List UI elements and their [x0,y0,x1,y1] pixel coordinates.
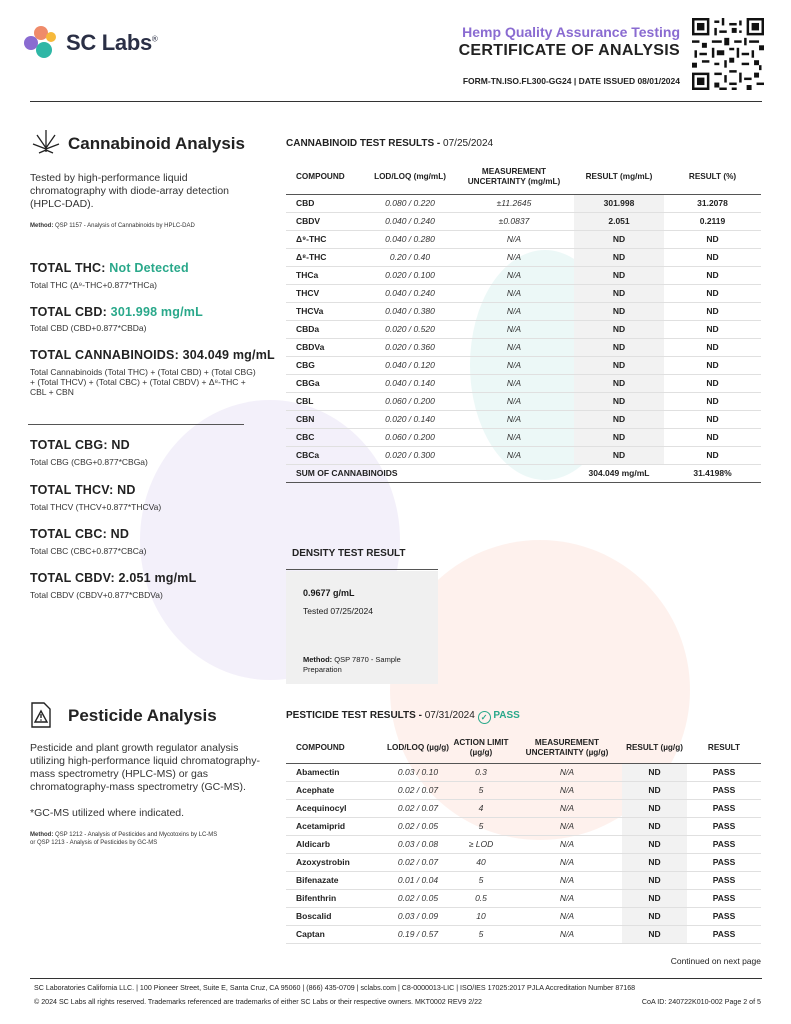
density-tested-date: Tested 07/25/2024 [303,606,373,616]
column-header: MEASUREMENT UNCERTAINTY (mg/mL) [467,166,561,186]
table-cell: Abamectin [286,763,386,781]
table-cell: PASS [687,871,761,889]
table-cell: 0.02 / 0.07 [386,853,450,871]
table-cell: ND [574,428,664,446]
table-cell: 301.998 [574,194,664,212]
table-cell: ±11.2645 [454,194,574,212]
table-row [286,428,761,446]
table-cell: 0.02 / 0.07 [386,781,450,799]
table-cell: PASS [687,763,761,781]
pesticide-description: Pesticide and plant growth regulator analysis utilizing high-performance liquid chromatography-mass spectrometry (HPLC-MS) or gas chromatography-mass spectrometry (GC-MS). [30,742,260,793]
table-cell: ND [574,320,664,338]
table-cell: CBDa [286,320,366,338]
table-cell: N/A [512,799,622,817]
density-method: Method: QSP 7870 - Sample Preparation [303,655,401,674]
cannabinoid-analysis-heading: Cannabinoid Analysis [68,134,245,153]
table-cell: PASS [687,907,761,925]
table-cell: Δ⁹-THC [286,230,366,248]
table-cell: Acequinocyl [286,799,386,817]
column-header: RESULT [707,743,741,753]
table-cell: N/A [454,302,574,320]
table-cell: PASS [687,799,761,817]
total-cbdv-formula: Total CBDV (CBDV+0.877*CBDVa) [30,590,163,600]
column-header: RESULT (%) [688,171,737,181]
table-cell: N/A [454,338,574,356]
table-cell: PASS [687,835,761,853]
table-cell: N/A [454,428,574,446]
sum-pct: 31.4198% [664,464,761,482]
table-cell: THCV [286,284,366,302]
table-cell: 0.040 / 0.280 [366,230,454,248]
table-cell: ND [664,284,761,302]
table-cell: CBL [286,392,366,410]
column-header: ACTION LIMIT (µg/g) [453,738,509,758]
total-cbc-formula: Total CBC (CBC+0.877*CBCa) [30,546,147,556]
table-row [286,446,761,464]
table-row [286,853,761,871]
table-row [286,338,761,356]
table-row [286,410,761,428]
qr-code-icon[interactable] [692,18,764,90]
table-row [286,907,761,925]
column-header: LOD/LOQ (mg/mL) [374,171,446,181]
footer-copyright: © 2024 SC Labs all rights reserved. Trademarks referenced are trademarks of either SC Labs or their respective owners. MKT0002 REV9 2/22 [34,998,483,1006]
total-thcv-formula: Total THCV (THCV+0.877*THCVa) [30,502,162,512]
table-cell: Captan [286,925,386,943]
table-row [286,374,761,392]
table-cell: ND [574,266,664,284]
total-cannabinoids-formula: Total Cannabinoids (Total THC) + (Total CBD) + (Total CBG) + (Total THCV) + (Total CBC) + (Total CBDV) + Δ⁸-THC + CBL + CBN [30,367,256,397]
table-cell: 0.02 / 0.05 [386,889,450,907]
table-cell: PASS [687,889,761,907]
table-row [286,817,761,835]
table-cell: ND [622,799,687,817]
page-title: CERTIFICATE OF ANALYSIS [458,42,680,59]
table-row [286,320,761,338]
table-cell: ND [664,266,761,284]
table-cell: THCa [286,266,366,284]
table-row [286,925,761,943]
table-row [286,835,761,853]
table-row [286,284,761,302]
table-row [286,248,761,266]
table-cell: Boscalid [286,907,386,925]
column-header: COMPOUND [296,743,345,753]
table-cell: 0.040 / 0.240 [366,212,454,230]
table-row [286,356,761,374]
table-cell: 5 [450,925,512,943]
total-cbdv: TOTAL CBDV: 2.051 mg/mL [30,571,197,585]
table-cell: PASS [687,781,761,799]
sum-mg: 304.049 mg/mL [574,464,664,482]
pesticide-results-table [286,734,761,944]
cannabinoid-table-title: CANNABINOID TEST RESULTS - 07/25/2024 [286,138,494,149]
table-cell: 31.2078 [664,194,761,212]
table-cell: Acetamiprid [286,817,386,835]
table-cell: ND [574,338,664,356]
table-cell: ND [622,817,687,835]
table-cell: N/A [454,230,574,248]
header-subtitle: Hemp Quality Assurance Testing [462,24,680,40]
header-divider [30,101,762,102]
cannabinoid-method: Method: QSP 1157 - Analysis of Cannabinoids by HPLC-DAD [30,223,195,229]
table-cell: CBDV [286,212,366,230]
density-title: DENSITY TEST RESULT [292,548,406,559]
table-cell: ND [664,338,761,356]
table-row [286,266,761,284]
table-cell: ND [664,302,761,320]
density-divider [286,569,438,570]
table-cell: ND [574,374,664,392]
table-cell: ND [664,356,761,374]
table-cell: ND [664,446,761,464]
density-value: 0.9677 g/mL [303,588,355,598]
table-cell: THCVa [286,302,366,320]
table-cell: N/A [512,889,622,907]
table-cell: 0.040 / 0.240 [366,284,454,302]
table-header-row [286,734,761,763]
table-cell: 0.20 / 0.40 [366,248,454,266]
logo-wordmark: SC Labs® [66,30,158,55]
table-cell: PASS [687,817,761,835]
table-cell: N/A [512,835,622,853]
table-cell: ND [622,871,687,889]
table-cell: ND [574,392,664,410]
table-cell: ND [622,907,687,925]
table-cell: 0.03 / 0.10 [386,763,450,781]
table-cell: 0.2119 [664,212,761,230]
sum-label: SUM OF CANNABINOIDS [286,464,574,482]
table-cell: 0.020 / 0.300 [366,446,454,464]
table-cell: 0.03 / 0.08 [386,835,450,853]
total-cbc: TOTAL CBC: ND [30,527,130,541]
sc-labs-logo-icon [24,26,62,60]
footer-divider [30,978,762,979]
table-cell: 0.060 / 0.200 [366,428,454,446]
table-cell: N/A [512,853,622,871]
table-cell: ND [664,374,761,392]
continued-note: Continued on next page [670,956,761,966]
pass-check-icon: ✓ [478,711,491,724]
table-cell: N/A [454,410,574,428]
table-cell: N/A [512,817,622,835]
table-cell: 0.060 / 0.200 [366,392,454,410]
table-cell: PASS [687,853,761,871]
table-cell: 40 [450,853,512,871]
table-cell: ND [574,356,664,374]
table-cell: 0.040 / 0.380 [366,302,454,320]
table-cell: 0.020 / 0.140 [366,410,454,428]
table-cell: 5 [450,871,512,889]
table-cell: 0.02 / 0.07 [386,799,450,817]
pesticide-analysis-heading: Pesticide Analysis [68,706,217,725]
table-cell: 10 [450,907,512,925]
table-cell: Acephate [286,781,386,799]
total-thc: TOTAL THC: Not Detected [30,261,189,275]
table-cell: 0.080 / 0.220 [366,194,454,212]
table-row [286,392,761,410]
total-thc-formula: Total THC (Δ⁹-THC+0.877*THCa) [30,280,158,290]
column-header: LOD/LOQ (µg/g) [386,743,450,753]
table-cell: 0.19 / 0.57 [386,925,450,943]
table-cell: N/A [454,374,574,392]
column-header: RESULT (mg/mL) [585,171,653,181]
cannabinoid-results-table [286,160,761,483]
column-header: MEASUREMENT UNCERTAINTY (µg/g) [525,738,609,758]
table-header-row [286,160,761,194]
table-row [286,194,761,212]
table-row [286,212,761,230]
table-cell: ND [574,230,664,248]
table-cell: ND [622,835,687,853]
table-cell: ND [664,410,761,428]
pesticide-status: PASS [493,710,520,721]
total-cbg: TOTAL CBG: ND [30,438,130,452]
table-cell: 0.020 / 0.100 [366,266,454,284]
total-cbd: TOTAL CBD: 301.998 mg/mL [30,305,203,319]
table-cell: ND [574,284,664,302]
table-cell: ND [574,302,664,320]
sum-of-cannabinoids-row [286,464,761,482]
total-cbd-formula: Total CBD (CBD+0.877*CBDa) [30,323,147,333]
table-cell: 0.02 / 0.05 [386,817,450,835]
table-cell: N/A [454,320,574,338]
table-cell: ND [574,446,664,464]
table-cell: CBD [286,194,366,212]
table-cell: 0.040 / 0.140 [366,374,454,392]
table-cell: N/A [512,763,622,781]
table-cell: ND [622,925,687,943]
pesticide-table-title: PESTICIDE TEST RESULTS - 07/31/2024 ✓ PASS [286,710,520,722]
table-cell: ND [622,781,687,799]
totals-divider [28,424,244,425]
table-cell: Δ⁸-THC [286,248,366,266]
table-cell: N/A [454,248,574,266]
table-cell: ND [622,763,687,781]
table-cell: 2.051 [574,212,664,230]
footer-address: SC Laboratories California LLC. | 100 Pioneer Street, Suite E, Santa Cruz, CA 95060 | (866) 435-0709 | sclabs.com | C8-0000013-LIC | ISO/IES 17025:2017 PJLA Accreditation Number 87168 [34,984,636,992]
table-cell: N/A [454,266,574,284]
table-cell: 0.5 [450,889,512,907]
table-cell: ND [622,853,687,871]
table-cell: 0.3 [450,763,512,781]
pesticide-method: Method: QSP 1212 - Analysis of Pesticides and Mycotoxins by LC-MS or QSP 1213 - Analysis of Pesticides by GC-MS [30,832,218,846]
table-row [286,763,761,781]
table-cell: N/A [512,871,622,889]
table-cell: 0.01 / 0.04 [386,871,450,889]
table-cell: ND [574,248,664,266]
table-cell: 0.020 / 0.360 [366,338,454,356]
table-row [286,799,761,817]
table-cell: ND [664,428,761,446]
table-cell: 5 [450,817,512,835]
table-cell: CBDVa [286,338,366,356]
form-and-date-line: FORM-TN.ISO.FL300-GG24 | DATE ISSUED 08/01/2024 [462,76,680,86]
table-row [286,781,761,799]
table-cell: CBCa [286,446,366,464]
table-cell: Bifenthrin [286,889,386,907]
pesticide-spray-icon [28,700,56,730]
table-cell: PASS [687,925,761,943]
table-cell: ND [664,230,761,248]
table-cell: 0.03 / 0.09 [386,907,450,925]
table-cell: ≥ LOD [450,835,512,853]
table-cell: ND [574,410,664,428]
table-cell: ND [664,248,761,266]
total-cannabinoids: TOTAL CANNABINOIDS: 304.049 mg/mL [30,348,275,362]
table-cell: ND [664,320,761,338]
table-row [286,889,761,907]
table-row [286,230,761,248]
density-result-box [286,571,438,684]
table-cell: Azoxystrobin [286,853,386,871]
table-cell: CBG [286,356,366,374]
table-cell: N/A [512,781,622,799]
cannabinoid-description: Tested by high-performance liquid chromatography with diode-array detection (HPLC-DAD). [30,172,230,210]
total-cbg-formula: Total CBG (CBG+0.877*CBGa) [30,457,148,467]
table-cell: CBC [286,428,366,446]
table-cell: N/A [512,907,622,925]
table-cell: N/A [454,284,574,302]
table-row [286,302,761,320]
table-cell: CBN [286,410,366,428]
footer-coa-id: CoA ID: 240722K010-002 Page 2 of 5 [641,998,761,1006]
total-thcv: TOTAL THCV: ND [30,483,136,497]
table-cell: N/A [454,356,574,374]
table-cell: N/A [512,925,622,943]
table-cell: N/A [454,392,574,410]
pesticide-gcms-note: *GC-MS utilized where indicated. [30,807,185,819]
table-cell: Aldicarb [286,835,386,853]
table-cell: 5 [450,781,512,799]
table-row [286,871,761,889]
table-cell: ND [622,889,687,907]
column-header: RESULT (µg/g) [626,743,683,753]
table-cell: Bifenazate [286,871,386,889]
table-cell: 4 [450,799,512,817]
table-cell: ND [664,392,761,410]
table-cell: N/A [454,446,574,464]
table-cell: ±0.0837 [454,212,574,230]
table-cell: 0.020 / 0.520 [366,320,454,338]
table-cell: 0.040 / 0.120 [366,356,454,374]
column-header: COMPOUND [296,171,345,181]
table-cell: CBGa [286,374,366,392]
cannabis-leaf-icon [30,126,62,158]
